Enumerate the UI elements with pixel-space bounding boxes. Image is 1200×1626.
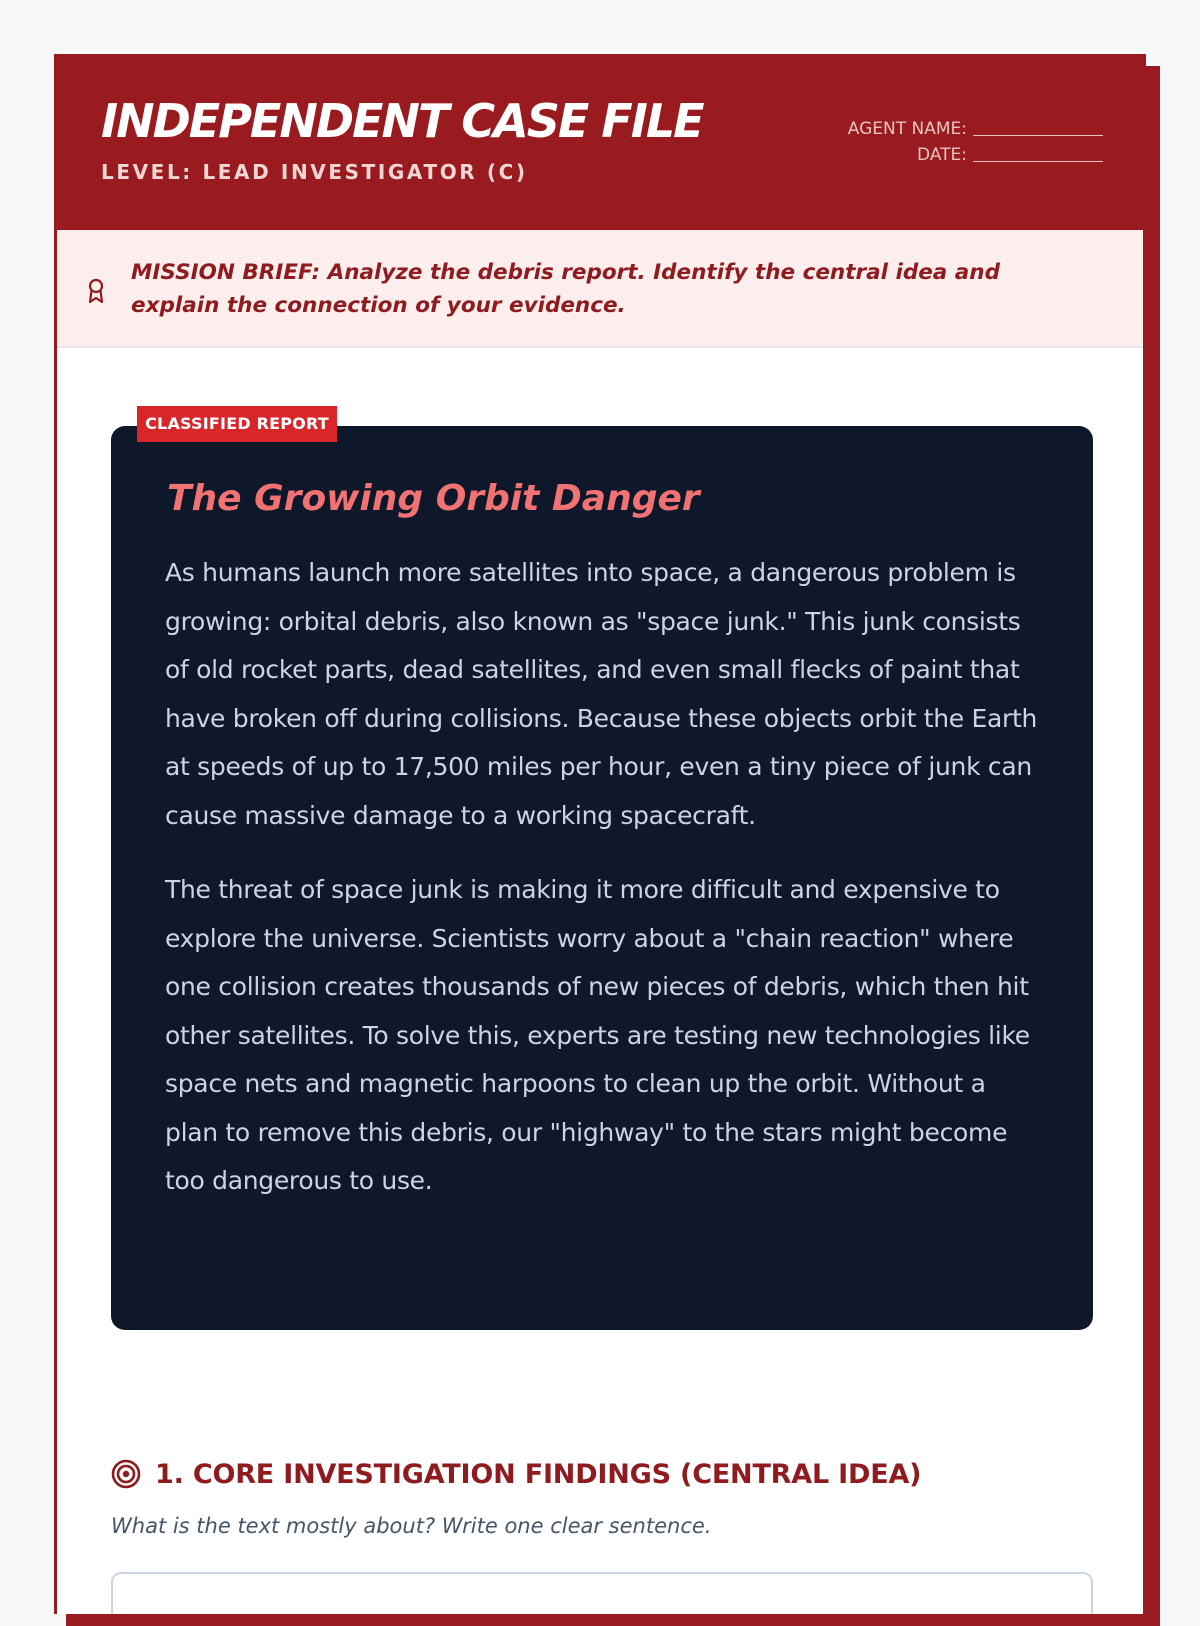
- report-paragraph-1: As humans launch more satellites into space, a dangerous problem is growing: orbital debris, also known as "space junk." This junk consists of old rocket parts, dead satellites, and even small flecks of paint that have broken off during collisions. Because these objects orbit the Earth at speeds of up to 17,500 miles per hour, even a tiny piece of junk can cause massive damage to a working spacecraft.: [165, 558, 1038, 830]
- agent-name-field[interactable]: [973, 119, 1103, 136]
- central-idea-answer-field[interactable]: [111, 1572, 1093, 1614]
- classified-report: [111, 406, 1093, 1330]
- date-row: [848, 142, 1103, 168]
- agent-name-row: [848, 116, 1103, 142]
- section-prompt: What is the text mostly about? Write one clear sentence.: [111, 1514, 712, 1538]
- report-paragraph-2: The threat of space junk is making it more difficult and expensive to explore the universe. Scientists worry about a "chain reaction" where one collision creates thousands of new pieces of debris, which then hit other satellites. To solve this, experts are testing new technologies like space nets and magnetic harpoons to clean up the orbit. Without a plan to remove this debris, our "highway" to the stars might become too dangerous to use.: [165, 875, 1030, 1195]
- classified-report-tag: CLASSIFIED REPORT: [137, 406, 337, 442]
- date-field[interactable]: [973, 145, 1103, 162]
- mission-brief: [57, 230, 1143, 348]
- level-label: LEVEL: LEAD INVESTIGATOR (C): [101, 160, 528, 184]
- mission-brief-text: MISSION BRIEF: Analyze the debris report. Identify the central idea and explain the connection of your evidence.: [131, 260, 1000, 318]
- case-file-sheet: [54, 54, 1146, 1614]
- date-label: DATE:: [917, 145, 967, 165]
- case-file-header: [57, 54, 1143, 230]
- section-title: 1. CORE INVESTIGATION FINDINGS (CENTRAL IDEA): [155, 1458, 922, 1490]
- section-central-idea: [111, 1454, 1093, 1538]
- award-ribbon-icon: [87, 278, 105, 304]
- page-title: INDEPENDENT CASE FILE: [101, 94, 703, 148]
- report-title: The Growing Orbit Danger: [167, 478, 700, 519]
- section-heading: [111, 1454, 1093, 1494]
- target-icon: [111, 1459, 141, 1489]
- agent-name-label: AGENT NAME:: [847, 119, 967, 139]
- agent-fields: [848, 116, 1103, 168]
- report-panel: [111, 426, 1093, 1330]
